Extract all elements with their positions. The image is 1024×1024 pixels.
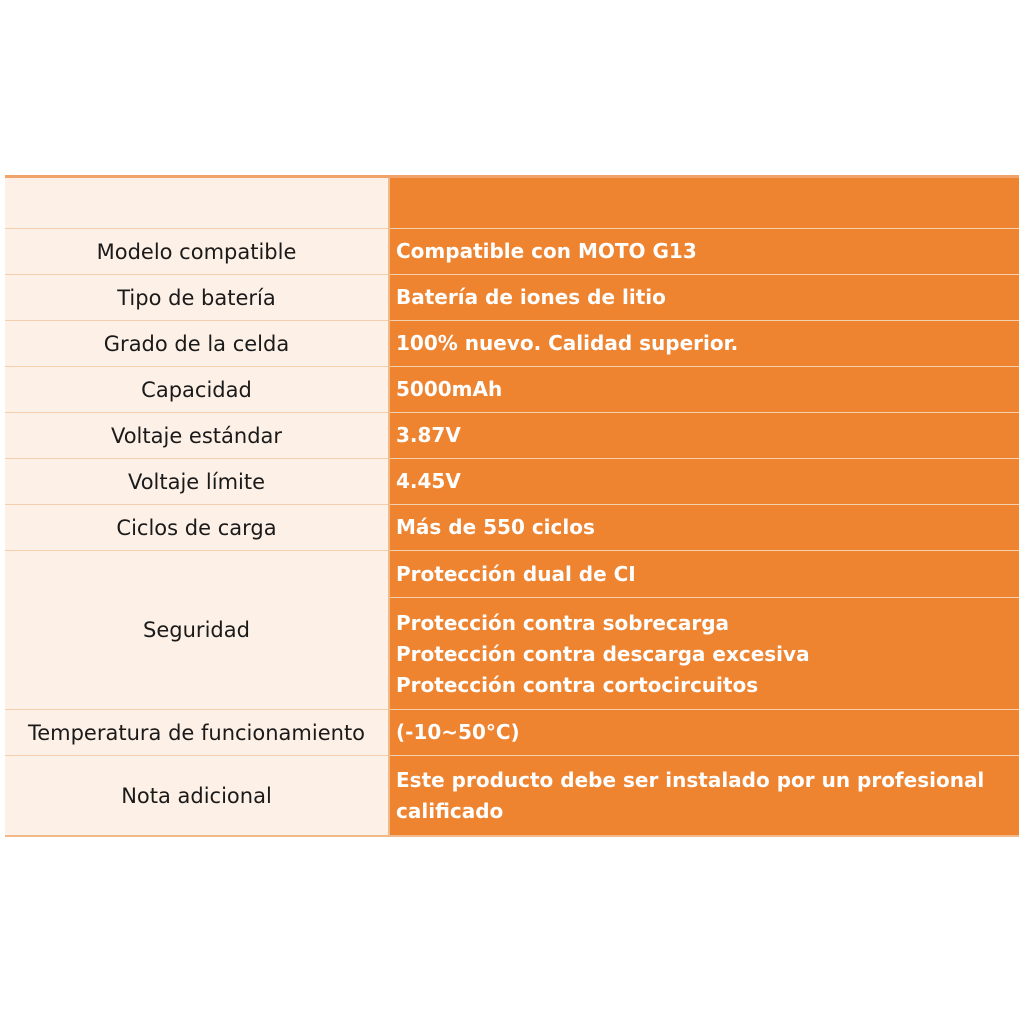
- security-protection-item: Protección contra cortocircuitos: [396, 673, 759, 697]
- row-value: 100% nuevo. Calidad superior.: [389, 321, 1019, 367]
- spec-table: [5, 175, 1019, 837]
- table-row: [5, 275, 1019, 321]
- table-row: [5, 413, 1019, 459]
- note-label: Nota adicional: [5, 756, 389, 837]
- security-line-dual-text: Protección dual de CI: [396, 561, 636, 586]
- row-value: Más de 550 ciclos: [389, 505, 1019, 551]
- temperature-row: [5, 710, 1019, 756]
- row-value: 4.45V: [389, 459, 1019, 505]
- table-header-row: [5, 177, 1019, 229]
- row-label: Voltaje límite: [5, 459, 389, 505]
- table-row: [5, 367, 1019, 413]
- note-row: [5, 756, 1019, 837]
- security-line-dual: [390, 551, 1019, 598]
- security-protection-item: Protección contra sobrecarga: [396, 611, 730, 635]
- table-row: [5, 321, 1019, 367]
- table-row: [5, 459, 1019, 505]
- security-protections: [390, 598, 1019, 709]
- row-label: Ciclos de carga: [5, 505, 389, 551]
- security-row: [5, 551, 1019, 710]
- row-label: Grado de la celda: [5, 321, 389, 367]
- temperature-value: (-10~50°C): [389, 710, 1019, 756]
- note-value: Este producto debe ser instalado por un profesional calificado: [389, 756, 1019, 837]
- row-value: 3.87V: [389, 413, 1019, 459]
- row-label: Capacidad: [5, 367, 389, 413]
- table-row: [5, 229, 1019, 275]
- temperature-label: Temperatura de funcionamiento: [5, 710, 389, 756]
- header-value-cell: [389, 177, 1019, 229]
- security-value-cell: [389, 551, 1019, 710]
- row-value: 5000mAh: [389, 367, 1019, 413]
- security-label: Seguridad: [5, 551, 389, 710]
- row-value: Compatible con MOTO G13: [389, 229, 1019, 275]
- header-label-cell: [5, 177, 389, 229]
- row-label: Modelo compatible: [5, 229, 389, 275]
- table-row: [5, 505, 1019, 551]
- row-label: Tipo de batería: [5, 275, 389, 321]
- row-label: Voltaje estándar: [5, 413, 389, 459]
- security-protection-item: Protección contra descarga excesiva: [396, 642, 810, 666]
- row-value: Batería de iones de litio: [389, 275, 1019, 321]
